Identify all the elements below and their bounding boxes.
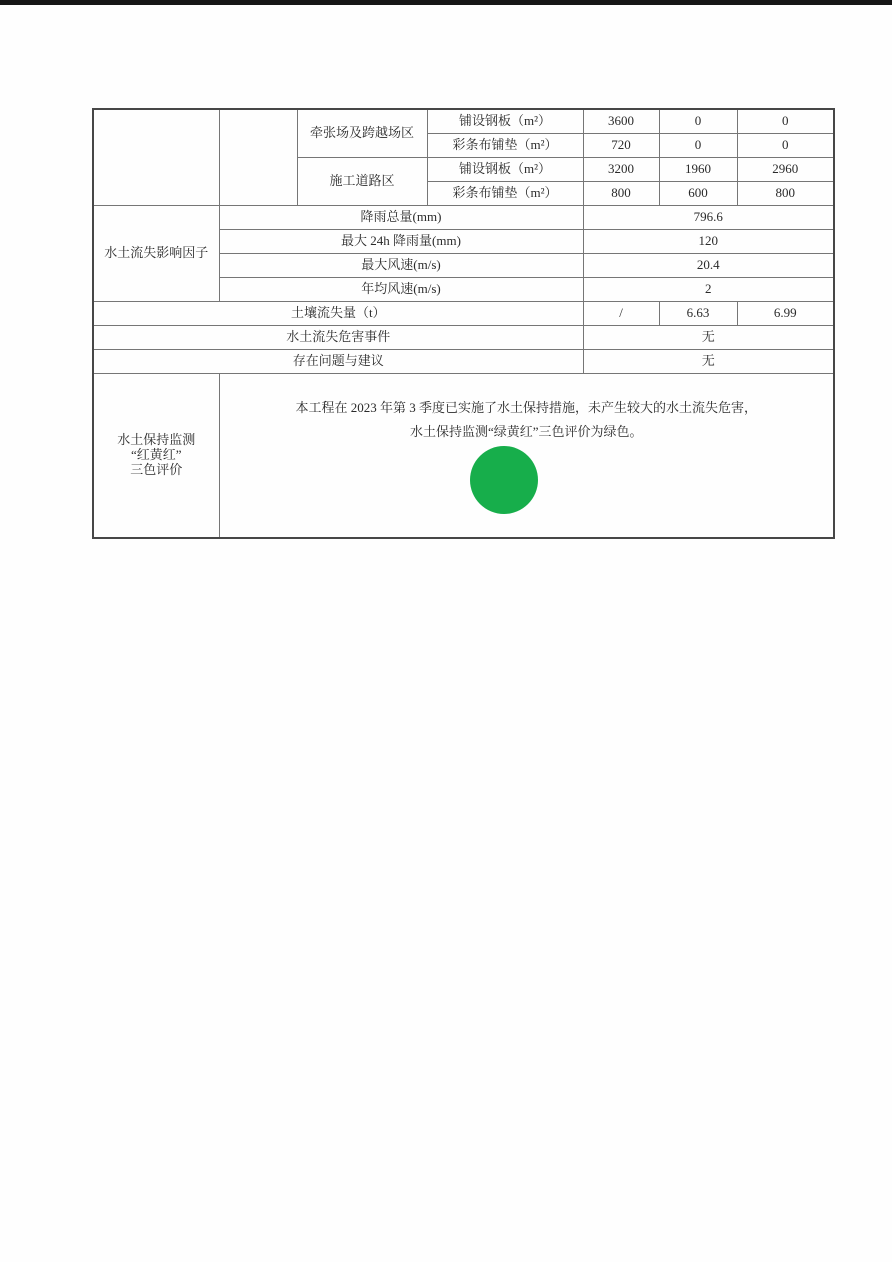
evaluation-body-cell	[219, 373, 834, 538]
value-cell: 2960	[737, 157, 834, 181]
factor-label-cell: 降雨总量(mm)	[219, 205, 583, 229]
evaluation-header-line: 三色评价	[130, 461, 183, 477]
factor-label-cell: 最大 24h 降雨量(mm)	[219, 229, 583, 253]
factor-label-cell: 年均风速(m/s)	[219, 277, 583, 301]
soil-loss-label-cell: 土壤流失量（t）	[93, 301, 583, 325]
empty-cell-col1	[93, 109, 219, 205]
evaluation-header-cell	[93, 373, 219, 538]
value-cell: 3600	[583, 109, 659, 133]
value-cell: 1960	[659, 157, 737, 181]
scan-edge-artifact	[0, 0, 892, 5]
value-cell: 720	[583, 133, 659, 157]
hazard-label-cell: 水土流失危害事件	[93, 325, 583, 349]
factor-label-cell: 最大风速(m/s)	[219, 253, 583, 277]
table-row	[93, 301, 834, 325]
value-cell: 800	[737, 181, 834, 205]
issues-label-cell: 存在问题与建议	[93, 349, 583, 373]
soil-loss-value-cell: 6.63	[659, 301, 737, 325]
value-cell: 800	[583, 181, 659, 205]
evaluation-header-line: “红黄红”	[130, 446, 182, 462]
table-row	[93, 205, 834, 229]
measure-label-cell: 彩条布铺垫（m²）	[427, 133, 583, 157]
evaluation-text-line: 水土保持监测“绿黄红”三色评价为绿色。	[409, 424, 643, 440]
value-cell: 0	[659, 133, 737, 157]
factor-value-cell: 120	[583, 229, 834, 253]
value-cell: 3200	[583, 157, 659, 181]
soil-loss-value-cell: /	[583, 301, 659, 325]
area-name-cell: 牵张场及跨越场区	[297, 109, 427, 157]
area-name-cell: 施工道路区	[297, 157, 427, 205]
issues-value-cell: 无	[583, 349, 834, 373]
factor-value-cell: 20.4	[583, 253, 834, 277]
evaluation-header-line: 水土保持监测	[117, 431, 196, 447]
measure-label-cell: 彩条布铺垫（m²）	[427, 181, 583, 205]
evaluation-text-line: 本工程在 2023 年第 3 季度已实施了水土保持措施，未产生较大的水土流失危害，	[295, 400, 757, 416]
measure-label-cell: 铺设钢板（m²）	[427, 109, 583, 133]
value-cell: 0	[737, 109, 834, 133]
hazard-value-cell: 无	[583, 325, 834, 349]
table-row	[93, 349, 834, 373]
table-row	[93, 373, 834, 538]
value-cell: 600	[659, 181, 737, 205]
value-cell: 0	[659, 109, 737, 133]
factor-value-cell: 796.6	[583, 205, 834, 229]
green-status-circle	[470, 446, 538, 514]
soil-loss-value-cell: 6.99	[737, 301, 834, 325]
factors-header-cell: 水土流失影响因子	[93, 205, 219, 301]
empty-cell-col2	[219, 109, 297, 205]
table-row	[93, 109, 834, 133]
measure-label-cell: 铺设钢板（m²）	[427, 157, 583, 181]
monitoring-report-table	[92, 108, 835, 539]
table-row	[93, 325, 834, 349]
value-cell: 0	[737, 133, 834, 157]
factor-value-cell: 2	[583, 277, 834, 301]
